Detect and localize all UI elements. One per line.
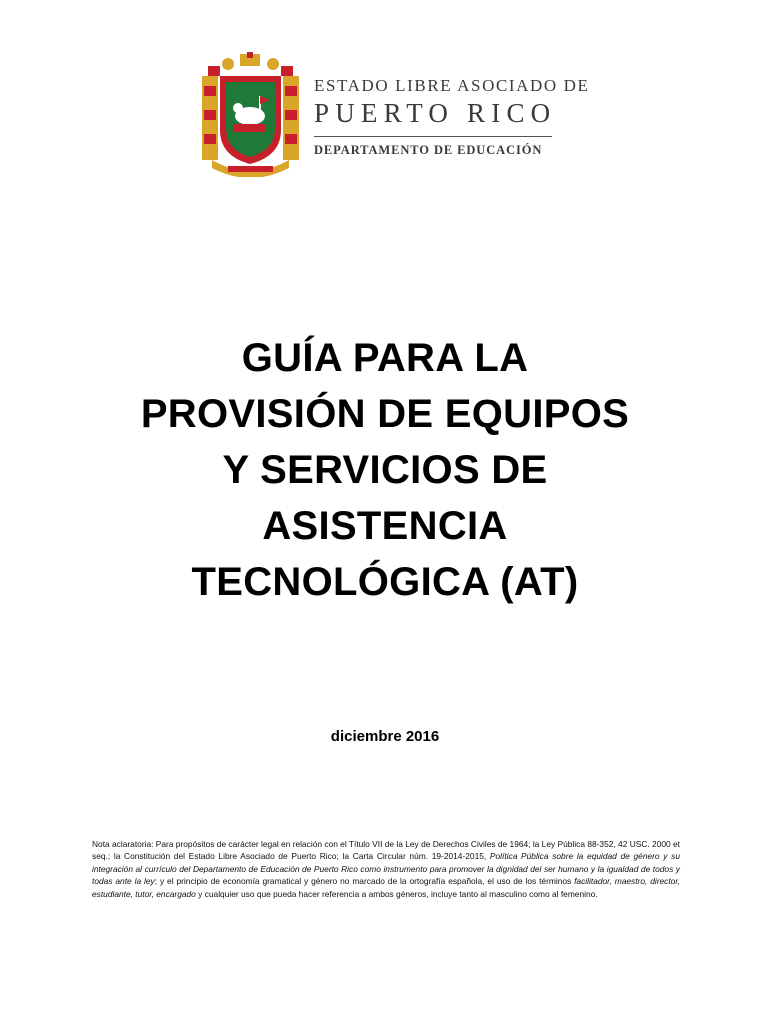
note-text: y cualquier uso que pueda hacer referencia a ambos géneros, incluye tanto al masculino como al femenino. xyxy=(195,888,598,899)
title-line: Y SERVICIOS DE xyxy=(222,448,548,492)
title-line: TECNOLÓGICA (AT) xyxy=(191,560,579,604)
agency-name-line1: ESTADO LIBRE ASOCIADO DE xyxy=(314,76,590,95)
department-name: DEPARTAMENTO DE EDUCACIÓN xyxy=(314,143,543,157)
note-text: ; y el principio de economía gramatical y género no marcado de la ortografía española, el uso de los términos xyxy=(154,876,575,887)
note-text: Nota aclaratoria: Para propósitos de carácter legal en relación con el Título VII de la Ley de Derechos Civiles de 1964; la Ley Pública 88-352, 42 USC. 2000 et seq.; la Constitución del Estado Libre Asociado de Puerto Rico; la Carta Circular núm. 19-2014-2015, xyxy=(92,839,680,862)
letterhead-divider xyxy=(314,136,552,137)
letterhead xyxy=(198,52,590,182)
document-date: diciembre 2016 xyxy=(330,728,440,745)
title-line: GUÍA PARA LA xyxy=(241,336,529,380)
puerto-rico-coat-of-arms-icon xyxy=(198,52,303,177)
title-line: PROVISIÓN DE EQUIPOS xyxy=(140,392,630,436)
note-italic-text: facilitador, maestro, director, estudiante, tutor, encargado xyxy=(92,876,680,899)
note-italic-text: Política Pública sobre la equidad de género y su integración al currículo del Departamento de Educación de Puerto Rico como instrumento para promover la dignidad del ser humano y la igualdad de todos y todas ante la ley xyxy=(92,851,680,887)
document-title xyxy=(60,330,710,610)
agency-name-line2: PUERTO RICO xyxy=(314,98,557,128)
title-line: ASISTENCIA xyxy=(262,504,508,548)
clarifying-note xyxy=(92,838,680,900)
agency-name-block xyxy=(314,76,590,158)
